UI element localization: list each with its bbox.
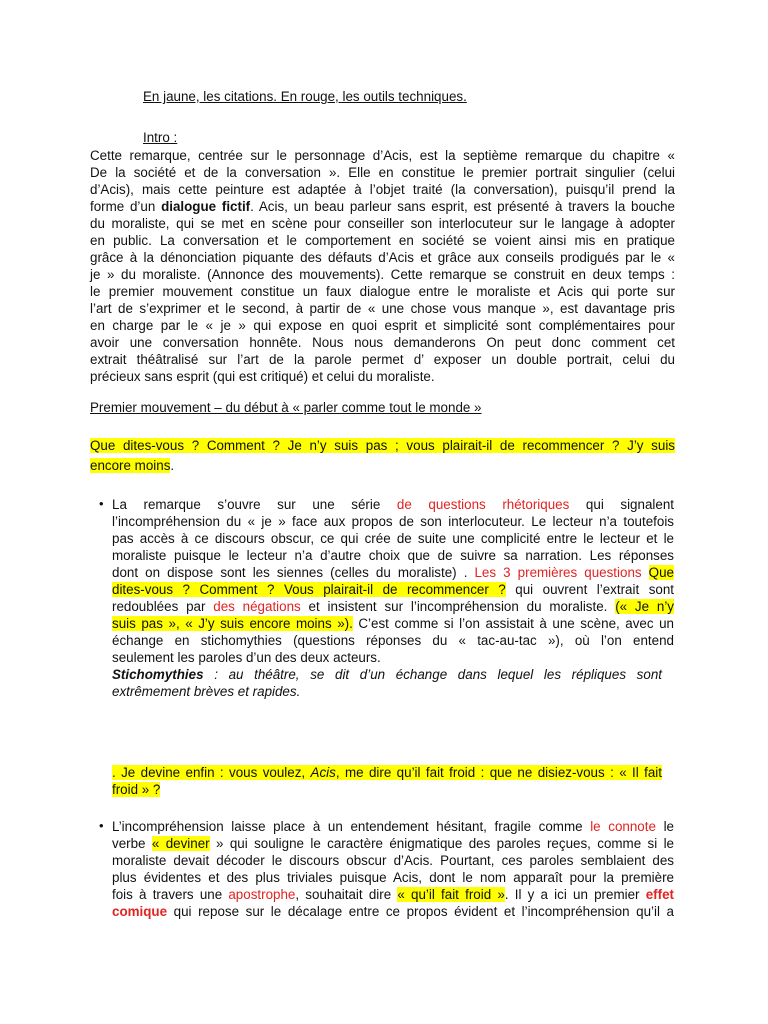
- bullet-icon: •: [99, 496, 104, 511]
- section-heading-mvt1: Premier mouvement – du début à « parler comme tout le monde »: [90, 400, 482, 415]
- intro-line: forme d’un dialogue fictif. Acis, un beau parleur sans esprit, est présenté à travers la bouche: [90, 199, 675, 214]
- intro-line: d’Acis), mais cette peinture est adaptée à l’objet traité (la conversation), puisqu’il prend la: [90, 182, 675, 197]
- para-line: plus évidentes et des plus triviales puisque Acis, dont le nom apparaît pour la première: [112, 870, 674, 885]
- intro-line: en charge par le « je » qui expose en quoi esprit et simplicité sont complémentaires pour: [90, 318, 675, 333]
- para-line: seulement les paroles d’un des deux acteurs.: [112, 650, 381, 665]
- intro-line: l’art de s’exprimer et le second, à partir de « une chose vous manque », est davantage pris: [90, 301, 675, 316]
- definition-line: extrêmement brèves et rapides.: [112, 684, 301, 699]
- para-line: pas accès à ce discours obscur, ce qui crée de suite une complicité entre le lecteur et le: [112, 531, 674, 546]
- intro-line: du moraliste, qui se met en scène pour conseiller son interlocuteur sur le langage à adopter: [90, 216, 675, 231]
- para-line: verbe « deviner » qui souligne le caractère énigmatique des paroles reçues, comme si le: [112, 836, 675, 851]
- quote-2-line: . Je devine enfin : vous voulez, Acis, me dire qu’il fait froid : que ne disiez-vous : « Il fait: [112, 765, 662, 780]
- dialogue-fictif-term: dialogue fictif: [161, 199, 251, 214]
- quote-1-line: Que dites-vous ? Comment ? Je n’y suis pas ; vous plairait-il de recommencer ? J’y suis: [90, 438, 675, 453]
- para-line: moraliste devait décoder le discours obscur d’Acis. Pourtant, ces paroles semblaient des: [112, 853, 674, 868]
- intro-line: avoir une conversation honnête. Nous nous demanderons On peut donc comment cet: [90, 335, 675, 350]
- intro-line: précieux sans esprit (qui est critiqué) et celui du moraliste.: [90, 369, 435, 384]
- intro-line: De la société et de la conversation ». Elle en constitue le premier portrait singulier (celui: [90, 165, 675, 180]
- intro-line: grâce à la dénonciation piquante des défauts d’Acis et grâce aux conseils prodigués par le «: [90, 250, 675, 265]
- para-line: l’incompréhension du « je » face aux propos de son interlocuteur. Le lecteur n’a toutefois: [112, 514, 674, 529]
- intro-line: extrait théâtralisé sur l’art de la parole permet d’ exposer un double portrait, celui du: [90, 352, 675, 367]
- intro-heading: Intro :: [143, 130, 178, 145]
- para-line: dites-vous ? Comment ? Vous plairait-il de recommencer ? qui ouvrent l’extrait sont: [112, 582, 675, 597]
- para-line: comique qui repose sur le décalage entre ce propos évident et l’incompréhension qu’il a: [112, 904, 674, 919]
- para-line: L’incompréhension laisse place à un entendement hésitant, fragile comme le connote le: [112, 819, 674, 834]
- para-line: dont on dispose sont les siennes (celles du moraliste) . Les 3 premières questions Que: [112, 565, 674, 580]
- intro-line: je » du moraliste. (Annonce des mouvements). Cette remarque se construit en deux temps :: [90, 267, 675, 282]
- quote-2-line: froid » ?: [112, 782, 161, 797]
- para-line: redoublées par des négations et insistent sur l’incompréhension du moraliste. (« Je n’y: [112, 599, 674, 614]
- para-line: échange en stichomythies (questions réponses du « tac-au-tac »), où l’on entend: [112, 633, 674, 648]
- intro-line: le premier mouvement constitue un faux dialogue entre le moraliste et Acis qui porte sur: [90, 284, 675, 299]
- bullet-icon: •: [99, 818, 104, 833]
- para-line: moraliste puisque le lecteur n’a d’autre choix que de suivre sa narration. Les réponses: [112, 548, 674, 563]
- intro-line: en public. La conversation et le comportement en société se voient ainsi mis en pratique: [90, 233, 675, 248]
- definition-line: Stichomythies : au théâtre, se dit d’un échange dans lequel les répliques sont: [112, 667, 662, 682]
- legend-note: En jaune, les citations. En rouge, les outils techniques.: [143, 89, 467, 104]
- para-line: La remarque s’ouvre sur une série de questions rhétoriques qui signalent: [112, 497, 674, 512]
- intro-line: Cette remarque, centrée sur le personnage d’Acis, est la septième remarque du chapitre «: [90, 148, 675, 163]
- quote-1-line: encore moins.: [90, 458, 175, 473]
- para-line: suis pas », « J’y suis encore moins »). C’est comme si l’on assistait à une scène, avec un: [112, 616, 674, 631]
- para-line: fois à travers une apostrophe, souhaitait dire « qu’il fait froid ». Il y a ici un premier effet: [112, 887, 674, 902]
